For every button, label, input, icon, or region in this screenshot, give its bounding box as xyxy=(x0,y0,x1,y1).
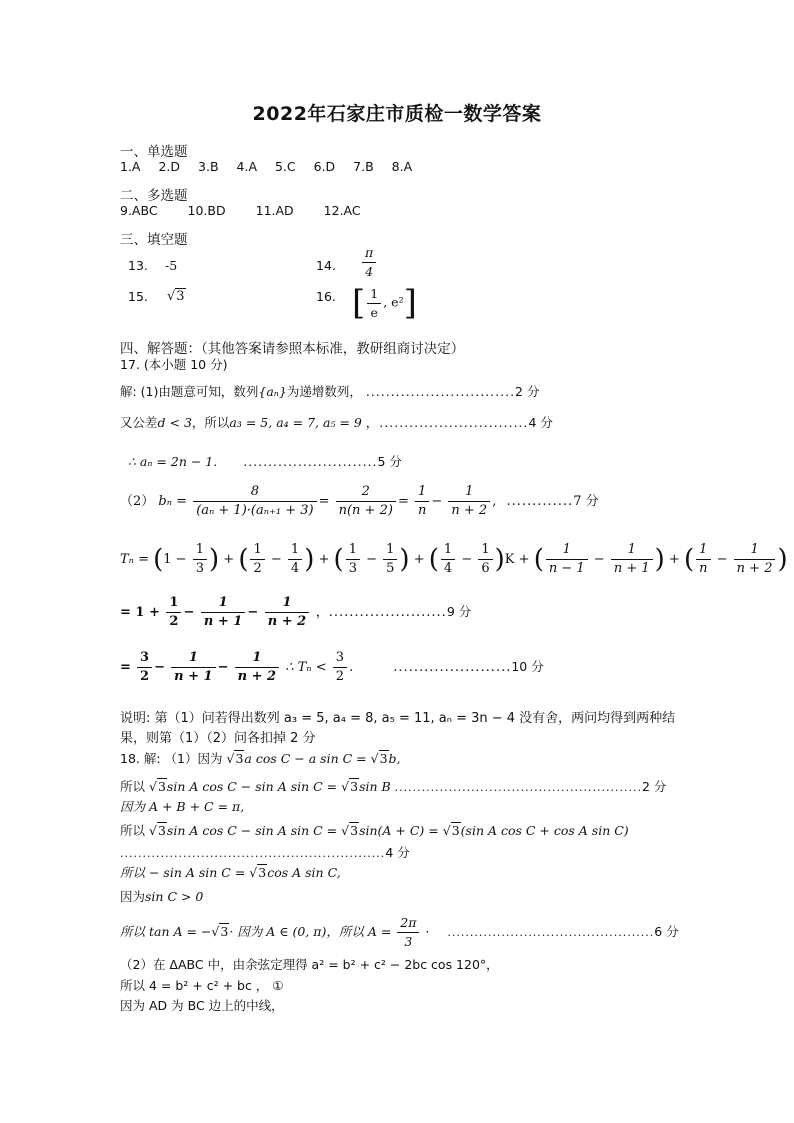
answer-4: 4.A xyxy=(236,159,257,174)
single-choice-answers xyxy=(120,159,426,174)
q17-header: 17. (本小题 10 分) xyxy=(120,357,228,372)
q18-line3: 因为 A + B + C = π, xyxy=(120,799,245,814)
q18-line8: 所以 tan A = −√3· 因为 A ∈ (0, π)，所以 A = $\frac{2\pi}{3}$ · ..............................................6 分 xyxy=(120,915,679,949)
q17-line3: ∴ aₙ = 2n − 1. ...........................5 分 xyxy=(128,454,402,469)
q18-line5: ...........................................................4 分 xyxy=(120,845,410,860)
q18-line1: 18. 解: （1）因为 √3a cos C − a sin C = √3b, xyxy=(120,751,401,766)
q14-number: 14. xyxy=(316,258,336,273)
answer-7: 7.B xyxy=(353,159,374,174)
q17-note-line2: 果，则第（1）（2）问各扣掉 2 分 xyxy=(120,731,316,746)
q18-line2: 所以 √3sin A cos C − sin A sin C = √3sin B .......................................................2 分 xyxy=(120,779,667,794)
answer-5: 5.C xyxy=(274,159,296,174)
q13-answer: -5 xyxy=(165,258,178,273)
q18-line7: 因为sin C > 0 xyxy=(120,889,204,904)
q17-line5: Tₙ = (1 − $\frac{1}{3}$ ) + ( $\frac{1}{2}$ − $\frac{1}{4}$ ) + ( $\frac{1}{3}$ − $\frac{1}{5}$ ) + ( $\frac{1}{4}$ − $\frac{1}{6}$ )K + ( $\frac{1}{n - 1}$ − $\frac{1}{n + 1}$ ) + ( $\frac{1}{n}$ − $\frac{1}{n + 2}$ ) xyxy=(120,542,788,576)
q17-note-line1: 说明: 第（1）问若得出数列 a₃ = 5, a₄ = 8, a₅ = 11, aₙ = 3n − 4 没有舍，两问均得到两种结 xyxy=(120,711,676,726)
single-choice-heading: 一、单选题 xyxy=(120,144,188,160)
page-title: 2022年石家庄市质检一数学答案 xyxy=(252,103,542,125)
answer-1: 1.A xyxy=(120,159,141,174)
q18-line6: 所以 − sin A sin C = √3cos A sin C, xyxy=(120,865,341,880)
q15-answer: √3 xyxy=(167,289,185,304)
q13-number: 13. xyxy=(128,258,148,273)
q17-line1: 解: (1)由题意可知，数列{aₙ}为递增数列， ..............................2 分 xyxy=(120,384,540,399)
answer-2: 2.D xyxy=(158,159,181,174)
q18-line10: 所以 4 = b² + c² + bc ， ① xyxy=(120,978,284,993)
q18-line9: （2）在 ΔABC 中，由余弦定理得 a² = b² + c² − 2bc cos 120°， xyxy=(120,957,499,972)
answer-12: 12.AC xyxy=(323,203,361,218)
answer-8: 8.A xyxy=(391,159,413,174)
q18-line4: 所以 √3sin A cos C − sin A sin C = √3sin(A + C) = √3(sin A cos C + cos A sin C) xyxy=(120,823,629,838)
q17-line4: （2） bₙ = $\frac{8}{\text{(aₙ + 1)·(aₙ₊₁ + 3)}}$ = $\frac{2}{n(n + 2)}$ = $\frac{1}{n}$ − $\frac{1}{n + 2}$ , .............7 分 xyxy=(120,484,599,518)
answer-9: 9.ABC xyxy=(120,203,158,218)
q15-number: 15. xyxy=(128,289,148,304)
solutions-heading: 四、解答题：（其他答案请参照本标准，教研组商讨决定） xyxy=(120,341,465,357)
answer-11: 11.AD xyxy=(255,203,294,218)
q16-answer: [ $\frac{1}{e}$ , e²] xyxy=(352,283,417,323)
answer-3: 3.B xyxy=(198,159,219,174)
q14-answer: $\frac{\pi}{4}$ xyxy=(360,244,378,281)
q16-number: 16. xyxy=(316,289,336,304)
q17-line2: 又公差d < 3，所以a₃ = 5, a₄ = 7, a₅ = 9 ，..............................4 分 xyxy=(120,415,553,430)
fill-blank-heading: 三、填空题 xyxy=(120,232,188,248)
q17-line6: = 1 + $\frac{1}{2}$ − $\frac{1}{n + 1}$ − $\frac{1}{n + 2}$ ，.......................9 分 xyxy=(120,595,472,629)
answer-10: 10.BD xyxy=(187,203,226,218)
multi-choice-answers xyxy=(120,203,387,218)
q17-line7: = $\frac{3}{2}$ − $\frac{1}{n + 1}$ − $\frac{1}{n + 2}$ ∴ Tₙ < $\frac{3}{2}$ . .......................10 分 xyxy=(120,650,544,684)
q18-line11: 因为 AD 为 BC 边上的中线， xyxy=(120,998,284,1013)
multi-choice-heading: 二、多选题 xyxy=(120,188,188,204)
answer-6: 6.D xyxy=(313,159,336,174)
